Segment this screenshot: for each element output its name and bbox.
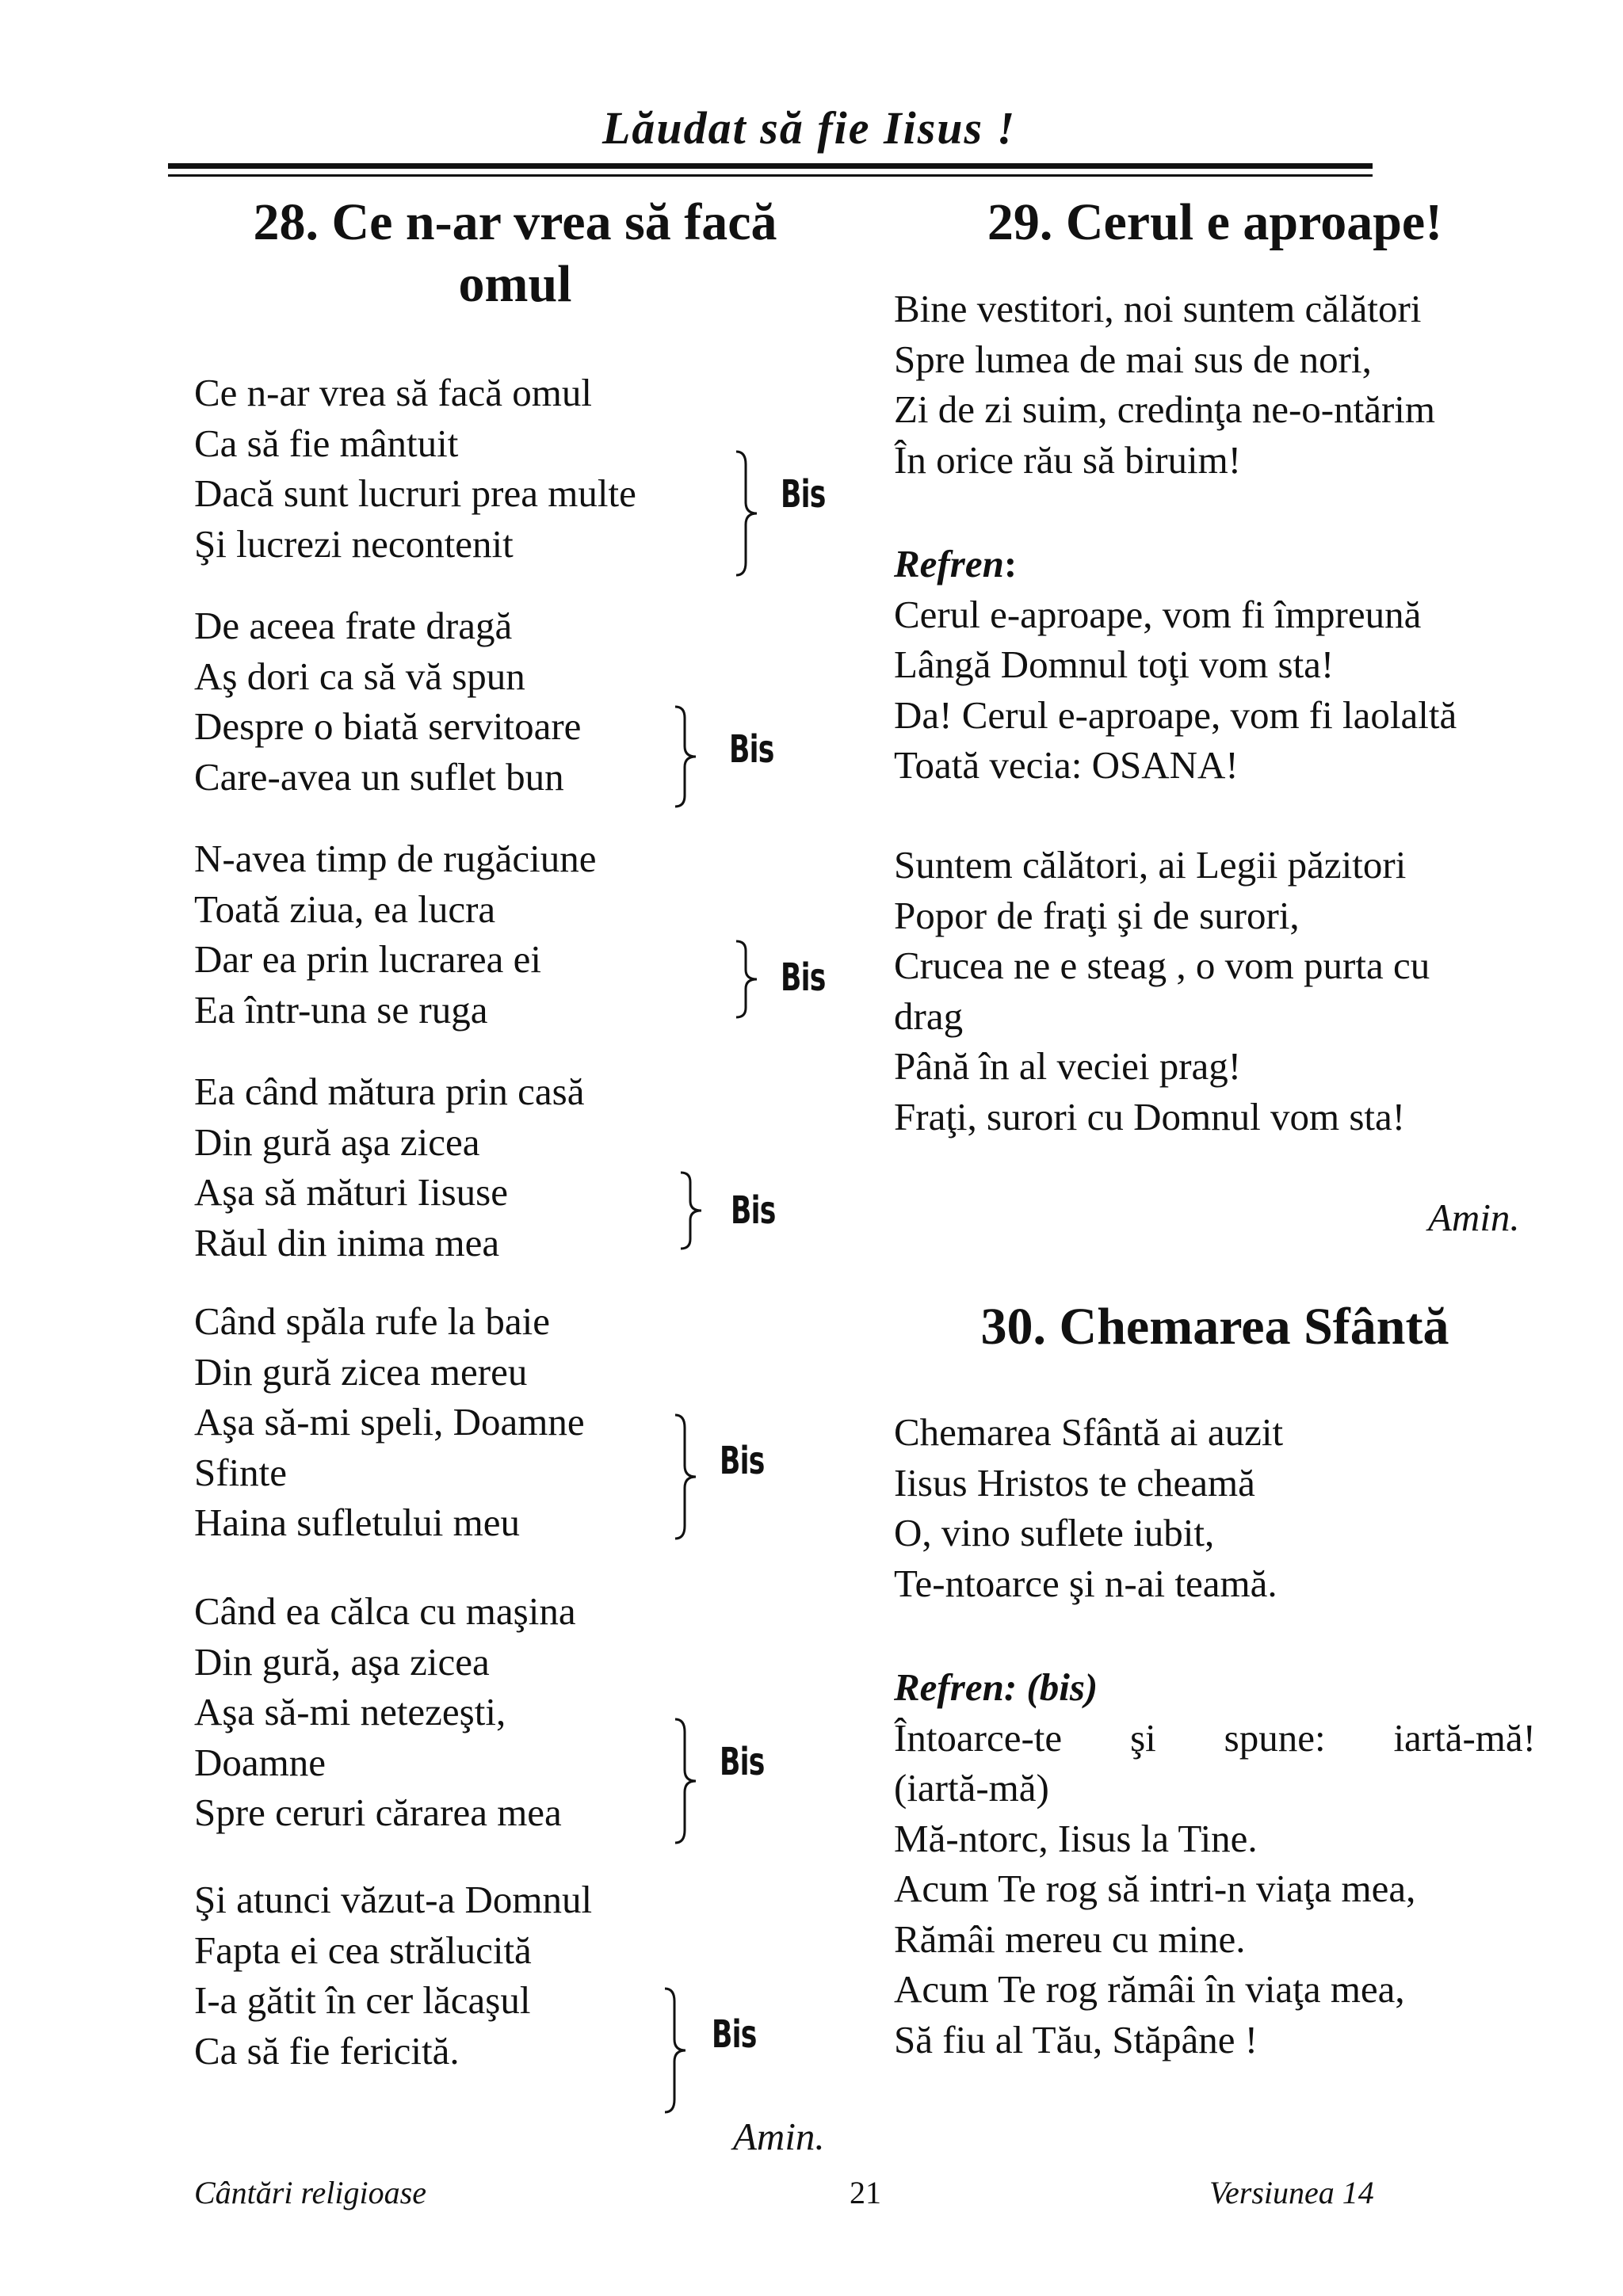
repeat-brace (678, 1171, 709, 1250)
song-29-verse-1 (894, 284, 1435, 485)
verse-line: Da! Cerul e-aproape, vom fi laolaltă (894, 692, 1457, 737)
verse-line: Crucea ne e steag , o vom purta cu (894, 944, 1430, 987)
refrain-heading (894, 539, 1457, 589)
verse-line: Toată vecia: OSANA! (894, 743, 1239, 787)
repeat-brace (733, 940, 765, 1019)
refrain-word: şi (1130, 1715, 1156, 1760)
verse-line: Ca să fie fericită. (194, 2028, 460, 2073)
verse-line: Din gură, aşa zicea (194, 1639, 490, 1684)
song-28-title-line1: 28. Ce n-ar vrea să facă (253, 193, 777, 251)
bis-label: Bis (729, 727, 774, 772)
bis-label: Bis (712, 2012, 757, 2057)
repeat-brace (733, 450, 765, 577)
song-28-verse-7 (194, 1875, 592, 2076)
verse-line: Spre ceruri cărarea mea (194, 1791, 562, 1834)
verse-line: Care-avea un suflet bun (194, 754, 564, 799)
repeat-brace (662, 1987, 693, 2114)
song-29-amin: Amin. (1428, 1196, 1520, 1239)
verse-line: Suntem călători, ai Legii păzitori (894, 843, 1407, 887)
refrain-colon: : (1003, 542, 1018, 585)
verse-line: Aş dori ca să vă spun (194, 654, 525, 698)
song-28-verse-1 (194, 368, 636, 569)
verse-line: Cerul e-aproape, vom fi împreună (894, 592, 1422, 636)
verse-line: În orice rău să biruim! (894, 437, 1242, 482)
verse-line: Ea când mătura prin casă (194, 1070, 585, 1113)
song-28-verse-4 (194, 1066, 584, 1268)
verse-line: Doamne (194, 1740, 326, 1784)
song-28-verse-2 (194, 601, 581, 802)
verse-line: Fapta ei cea strălucită (194, 1928, 532, 1972)
verse-line: Spre lumea de mai sus de nori, (894, 337, 1372, 381)
song-28-amin: Amin. (733, 2115, 825, 2158)
header-rule-thin (168, 174, 1373, 177)
refrain-label: Refren (894, 542, 1004, 585)
verse-line: Ea într-una se ruga (194, 987, 488, 1032)
verse-line: Popor de fraţi şi de surori, (894, 893, 1300, 937)
verse-line: Aşa să-mi speli, Doamne (194, 1400, 585, 1444)
verse-line: Toată ziua, ea lucra (194, 887, 496, 931)
header-rule-thick (168, 163, 1373, 169)
repeat-brace (672, 705, 704, 808)
verse-line: Din gură aşa zicea (194, 1119, 480, 1164)
verse-line: Şi atunci văzut-a Domnul (194, 1878, 593, 1921)
verse-line: Ce n-ar vrea să facă omul (194, 371, 592, 414)
bis-label: Bis (731, 1188, 776, 1233)
song-29-verse-2 (894, 840, 1430, 1142)
bis-label: Bis (720, 1740, 765, 1784)
verse-line: Fraţi, surori cu Domnul vom sta! (894, 1094, 1406, 1138)
verse-line: Când spăla rufe la baie (194, 1299, 550, 1343)
footer-left: Cântări religioase (194, 2175, 426, 2210)
verse-line: Iisus Hristos te cheamă (894, 1460, 1255, 1505)
song-30-verse-1 (894, 1407, 1283, 1608)
verse-line: Acum Te rog rămâi în viaţa mea, (894, 1967, 1405, 2011)
refrain-word: iartă-mă! (1393, 1715, 1536, 1760)
repeat-brace (672, 1718, 704, 1844)
verse-line: Aşa să mături Iisuse (194, 1170, 508, 1214)
verse-line: Acum Te rog să intri-n viaţa mea, (894, 1867, 1416, 1910)
song-28-title (194, 192, 836, 315)
song-30-title: 30. Chemarea Sfântă (980, 1298, 1449, 1356)
song-28-verse-3 (194, 833, 596, 1035)
verse-line: Aşa să-mi netezeşti, (194, 1690, 506, 1733)
page-number: 21 (850, 2175, 881, 2210)
verse-line: Zi de zi suim, credinţa ne-o-ntărim (894, 387, 1436, 431)
verse-line: Dacă sunt lucruri prea multe (194, 471, 636, 515)
song-28-title-line2: omul (458, 255, 572, 313)
verse-line: Rămâi mereu cu mine. (894, 1917, 1246, 1961)
verse-line: Până în al veciei prag! (894, 1044, 1242, 1088)
page-header-title: Lăudat să fie Iisus ! (602, 102, 1017, 154)
verse-line: N-avea timp de rugăciune (194, 837, 597, 880)
song-28-verse-6 (194, 1586, 576, 1838)
verse-line: Dar ea prin lucrarea ei (194, 937, 541, 981)
verse-line: Chemarea Sfântă ai auzit (894, 1410, 1284, 1454)
footer-right: Versiunea 14 (1209, 2175, 1374, 2210)
song-29-title: 29. Cerul e aproape! (987, 193, 1443, 251)
verse-line: (iartă-mă) (894, 1766, 1049, 1810)
verse-line: Sfinte (194, 1450, 288, 1494)
refrain-word: spune: (1224, 1715, 1326, 1760)
verse-line: drag (894, 994, 964, 1038)
refrain-word: Întoarce-te (894, 1715, 1063, 1760)
verse-line: Despre o biată servitoare (194, 704, 582, 748)
song-28-verse-5 (194, 1296, 585, 1548)
verse-line: Când ea călca cu maşina (194, 1589, 576, 1633)
verse-line: I-a gătit în cer lăcaşul (194, 1978, 531, 2022)
song-29-refrain (894, 539, 1457, 791)
verse-line: De aceea frate dragă (194, 604, 513, 647)
verse-line: Ca să fie mântuit (194, 421, 459, 465)
refrain-label: Refren: (bis) (894, 1665, 1098, 1709)
verse-line: Haina sufletului meu (194, 1501, 520, 1544)
verse-line: Bine vestitori, noi suntem călători (894, 287, 1422, 330)
verse-line: Te-ntoarce şi n-ai teamă. (894, 1561, 1277, 1605)
verse-line: O, vino suflete iubit, (894, 1511, 1215, 1554)
song-30-refrain (894, 1662, 1536, 2065)
verse-line: Răul din inima mea (194, 1220, 500, 1264)
verse-line: Din gură zicea mereu (194, 1349, 528, 1394)
repeat-brace (672, 1413, 704, 1540)
bis-label: Bis (781, 472, 826, 517)
refrain-justified-line (894, 1713, 1536, 1764)
verse-line: Lângă Domnul toţi vom sta! (894, 643, 1335, 686)
verse-line: Mă-ntorc, Iisus la Tine. (894, 1816, 1258, 1860)
bis-label: Bis (720, 1439, 765, 1483)
verse-line: Şi lucrezi necontenit (194, 521, 514, 566)
bis-label: Bis (781, 955, 826, 1000)
verse-line: Să fiu al Tău, Stăpâne ! (894, 2017, 1258, 2061)
